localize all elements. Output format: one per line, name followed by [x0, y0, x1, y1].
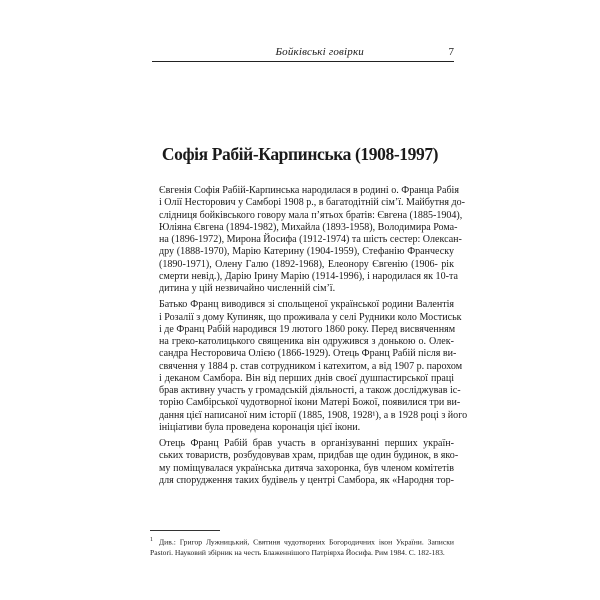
text-line: Батько Франц виводився зі спольщеної української родини Валентія: [159, 299, 454, 311]
text-line: на (1896-1972), Мирона Йосифа (1912-1974) та шість сестер: Олексан-: [159, 234, 462, 245]
text-line: свячення у 1884 р. став сотрудником і катехитом, а від 1907 р. парохом: [159, 360, 463, 372]
running-title: Бойківські говірки: [275, 46, 364, 58]
text-line: і де Франц Рабій народився 19 лютого 1860 року. Перед висвяченням: [159, 323, 456, 335]
text-line: му поміщувалася українська дитяча захоронка, був членом комітетів: [159, 462, 454, 474]
text-line: Отець Франц Рабій брав участь в організуванні перших україн-: [159, 438, 454, 449]
paragraph: [150, 185, 465, 295]
text-line: сандра Несторовича Олією (1866-1929). Отець Франц Рабій після ви-: [159, 348, 457, 360]
article-body: [150, 185, 468, 487]
text-line: і Олії Несторович у Самборі 1908 р., в багатодітній сім’ї. Майбутня до-: [159, 197, 465, 209]
text-line: Євгенія Софія Рабій-Карпинська народилася в родині о. Франца Рабія: [159, 185, 459, 196]
page-number: 7: [448, 46, 454, 58]
footnote: [150, 535, 454, 558]
footnote-mark: 1: [150, 537, 153, 543]
text-line: смерти невід.), Дарію Ірину Марію (1914-1996), і народилася як 10-та: [159, 270, 458, 282]
text-line: і деканом Самбора. Він від перших днів своєї душпастирської праці: [159, 372, 454, 384]
footnote-rule: [150, 530, 220, 531]
paragraph: [150, 299, 468, 434]
footnote-text: Див.: Григор Лужницький, Святиня чудотворних Богородичних ікон України. Записки Pastori. Науковий збірник на честь Блаженнішого Патріярха Йосифа. Рим 1984. С. 182-183.: [150, 537, 454, 557]
text-line: Юліяна Євгена (1894-1982), Михайла (1893-1958), Володимира Рома-: [159, 221, 458, 233]
text-line: дання цієї написаної ним історії (1885, 1908, 1928¹), а в 1928 році з його: [159, 409, 468, 421]
text-line: брав активну участь у громадській діяльності, а також досліджував іс-: [159, 385, 461, 396]
text-line: торію Самбірської чудотворної ікони Матері Божої, появилися три ви-: [159, 397, 461, 409]
text-line: ініціативи була проведена коронація цієї ікони.: [159, 421, 361, 433]
paragraph: [150, 438, 459, 487]
text-line: (1890-1971), Олену Галю (1892-1968), Елеонору Євгенію (1906- рік: [159, 258, 454, 270]
text-line: дитина у цій незвичайно численній сім’ї.: [159, 283, 336, 294]
text-line: ських товариств, розбудовував храм, придбав ще один будинок, в яко-: [159, 450, 459, 462]
text-line: слідниця бойківського говору мала п’ятьох братів: Євгена (1885-1904),: [159, 209, 463, 221]
article-title: Софія Рабій-Карпинська (1908-1997): [161, 144, 439, 164]
text-line: на греко-католицького священика він одружився з донькою о. Олек-: [159, 336, 454, 347]
text-line: дру (1888-1970), Марію Катерину (1904-1959), Стефанію Франческу: [159, 246, 454, 258]
text-line: для спорудження таких будівель у центрі Самбора, як «Народня тор-: [159, 474, 454, 486]
text-line: і Розалії з дому Купиняк, що проживала у селі Рудники коло Мостиськ: [159, 311, 462, 323]
running-head: [152, 44, 454, 60]
header-rule: [152, 61, 454, 62]
